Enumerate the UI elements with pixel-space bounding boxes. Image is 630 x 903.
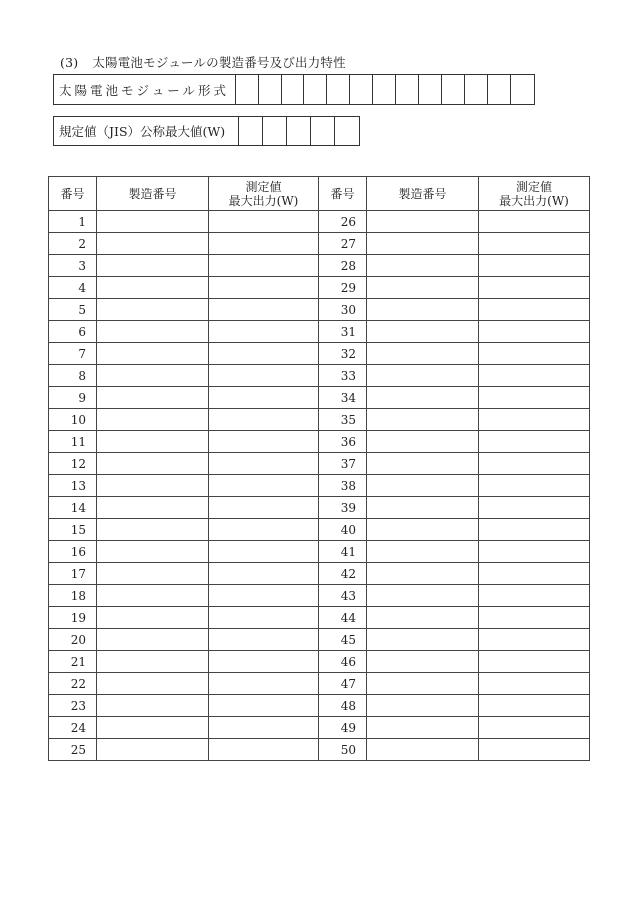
measured-output-cell[interactable] xyxy=(209,673,319,695)
measured-output-cell[interactable] xyxy=(479,431,590,453)
row-number-left: 19 xyxy=(49,607,97,629)
serial-cell[interactable] xyxy=(367,321,479,343)
measured-output-cell[interactable] xyxy=(209,299,319,321)
row-number-left: 1 xyxy=(49,211,97,233)
row-number-left: 7 xyxy=(49,343,97,365)
row-number-right: 37 xyxy=(319,453,367,475)
serial-cell[interactable] xyxy=(97,585,209,607)
header-measured-right xyxy=(479,177,590,211)
table-row xyxy=(49,519,590,541)
measured-output-cell[interactable] xyxy=(209,365,319,387)
table-row xyxy=(49,695,590,717)
serial-cell[interactable] xyxy=(367,717,479,739)
measured-output-cell[interactable] xyxy=(209,717,319,739)
measured-output-cell[interactable] xyxy=(209,695,319,717)
serial-cell[interactable] xyxy=(367,299,479,321)
serial-cell[interactable] xyxy=(367,739,479,761)
measured-output-cell[interactable] xyxy=(479,717,590,739)
row-number-left: 5 xyxy=(49,299,97,321)
row-number-right: 32 xyxy=(319,343,367,365)
module-type-box[interactable] xyxy=(350,75,373,104)
table-row xyxy=(49,277,590,299)
serial-cell[interactable] xyxy=(367,673,479,695)
serial-cell[interactable] xyxy=(97,673,209,695)
module-type-label: 太陽電池モジュール形式 xyxy=(54,75,236,104)
row-number-right: 28 xyxy=(319,255,367,277)
table-row xyxy=(49,717,590,739)
measured-output-cell[interactable] xyxy=(479,255,590,277)
row-number-right: 40 xyxy=(319,519,367,541)
row-number-right: 29 xyxy=(319,277,367,299)
header-measured-line2: 最大出力(W) xyxy=(499,193,569,208)
row-number-right: 38 xyxy=(319,475,367,497)
row-number-left: 9 xyxy=(49,387,97,409)
measured-output-cell[interactable] xyxy=(209,321,319,343)
module-type-box[interactable] xyxy=(282,75,305,104)
table-row xyxy=(49,299,590,321)
row-number-left: 16 xyxy=(49,541,97,563)
serial-cell[interactable] xyxy=(97,563,209,585)
measured-output-cell[interactable] xyxy=(209,409,319,431)
measured-output-cell[interactable] xyxy=(209,629,319,651)
table-row xyxy=(49,453,590,475)
rated-value-box[interactable] xyxy=(335,117,359,145)
row-number-left: 20 xyxy=(49,629,97,651)
measured-output-cell[interactable] xyxy=(479,629,590,651)
section-title: 太陽電池モジュールの製造番号及び出力特性 xyxy=(92,55,346,70)
serial-cell[interactable] xyxy=(367,211,479,233)
measured-output-cell[interactable] xyxy=(209,519,319,541)
serial-cell[interactable] xyxy=(367,695,479,717)
section-heading xyxy=(60,53,346,71)
serial-cell[interactable] xyxy=(97,343,209,365)
measured-output-cell[interactable] xyxy=(209,453,319,475)
serial-cell[interactable] xyxy=(97,695,209,717)
table-row xyxy=(49,365,590,387)
measured-output-cell[interactable] xyxy=(209,211,319,233)
measured-output-cell[interactable] xyxy=(209,277,319,299)
table-row xyxy=(49,497,590,519)
table-body xyxy=(49,211,590,761)
row-number-left: 12 xyxy=(49,453,97,475)
measured-output-cell[interactable] xyxy=(209,585,319,607)
serial-cell[interactable] xyxy=(97,607,209,629)
table-row xyxy=(49,629,590,651)
module-type-box[interactable] xyxy=(442,75,465,104)
serial-cell[interactable] xyxy=(97,717,209,739)
row-number-right: 48 xyxy=(319,695,367,717)
serial-cell[interactable] xyxy=(97,233,209,255)
row-number-right: 31 xyxy=(319,321,367,343)
measured-output-cell[interactable] xyxy=(479,519,590,541)
measured-output-cell[interactable] xyxy=(209,541,319,563)
row-number-right: 26 xyxy=(319,211,367,233)
measured-output-cell[interactable] xyxy=(479,541,590,563)
module-type-box[interactable] xyxy=(419,75,442,104)
row-number-right: 49 xyxy=(319,717,367,739)
row-number-right: 44 xyxy=(319,607,367,629)
serial-cell[interactable] xyxy=(97,453,209,475)
measured-output-cell[interactable] xyxy=(479,739,590,761)
measured-output-cell[interactable] xyxy=(479,563,590,585)
serial-cell[interactable] xyxy=(367,541,479,563)
row-number-right: 41 xyxy=(319,541,367,563)
serial-cell[interactable] xyxy=(97,409,209,431)
table-row xyxy=(49,651,590,673)
serial-cell[interactable] xyxy=(367,387,479,409)
serial-cell[interactable] xyxy=(367,453,479,475)
table-row xyxy=(49,387,590,409)
serial-cell[interactable] xyxy=(367,431,479,453)
rated-value-box[interactable] xyxy=(263,117,287,145)
row-number-left: 22 xyxy=(49,673,97,695)
module-type-box[interactable] xyxy=(236,75,259,104)
serial-cell[interactable] xyxy=(97,497,209,519)
row-number-right: 36 xyxy=(319,431,367,453)
rated-value-row xyxy=(53,116,360,146)
measured-output-cell[interactable] xyxy=(209,739,319,761)
serial-cell[interactable] xyxy=(97,387,209,409)
row-number-right: 50 xyxy=(319,739,367,761)
row-number-left: 15 xyxy=(49,519,97,541)
serial-cell[interactable] xyxy=(97,277,209,299)
table-row xyxy=(49,255,590,277)
table-row xyxy=(49,475,590,497)
serial-cell[interactable] xyxy=(97,651,209,673)
measured-output-cell[interactable] xyxy=(479,585,590,607)
module-type-row xyxy=(53,74,535,105)
section-number: (3) xyxy=(60,55,79,70)
row-number-left: 8 xyxy=(49,365,97,387)
table-row xyxy=(49,607,590,629)
header-measured-line1: 測定値 xyxy=(515,179,552,194)
table-row xyxy=(49,321,590,343)
measured-output-cell[interactable] xyxy=(479,651,590,673)
measured-output-cell[interactable] xyxy=(479,343,590,365)
header-measured-line2: 最大出力(W) xyxy=(228,193,299,208)
rated-value-box[interactable] xyxy=(311,117,335,145)
table-row xyxy=(49,673,590,695)
row-number-left: 3 xyxy=(49,255,97,277)
measured-output-cell[interactable] xyxy=(479,387,590,409)
table-row xyxy=(49,211,590,233)
row-number-left: 4 xyxy=(49,277,97,299)
rated-value-box[interactable] xyxy=(239,117,263,145)
measured-output-cell[interactable] xyxy=(209,497,319,519)
table-row xyxy=(49,431,590,453)
table-row xyxy=(49,233,590,255)
row-number-left: 13 xyxy=(49,475,97,497)
serial-cell[interactable] xyxy=(97,365,209,387)
table-row xyxy=(49,563,590,585)
measured-output-cell[interactable] xyxy=(209,387,319,409)
row-number-left: 10 xyxy=(49,409,97,431)
serial-cell[interactable] xyxy=(367,475,479,497)
row-number-right: 34 xyxy=(319,387,367,409)
serial-cell[interactable] xyxy=(97,321,209,343)
serial-cell[interactable] xyxy=(97,255,209,277)
table-row xyxy=(49,541,590,563)
module-type-box[interactable] xyxy=(465,75,488,104)
measured-output-cell[interactable] xyxy=(479,211,590,233)
serial-cell[interactable] xyxy=(367,343,479,365)
module-type-box[interactable] xyxy=(259,75,282,104)
module-type-box[interactable] xyxy=(511,75,534,104)
serial-cell[interactable] xyxy=(367,277,479,299)
serial-cell[interactable] xyxy=(367,563,479,585)
module-type-box[interactable] xyxy=(373,75,396,104)
serial-cell[interactable] xyxy=(367,629,479,651)
serial-cell[interactable] xyxy=(367,585,479,607)
module-type-box[interactable] xyxy=(327,75,350,104)
measured-output-cell[interactable] xyxy=(479,673,590,695)
measured-output-cell[interactable] xyxy=(479,299,590,321)
measured-output-cell[interactable] xyxy=(209,475,319,497)
module-type-box[interactable] xyxy=(304,75,327,104)
measured-output-cell[interactable] xyxy=(479,695,590,717)
measured-output-cell[interactable] xyxy=(209,255,319,277)
measured-output-cell[interactable] xyxy=(209,343,319,365)
row-number-left: 14 xyxy=(49,497,97,519)
measured-output-cell[interactable] xyxy=(479,233,590,255)
measured-output-cell[interactable] xyxy=(479,475,590,497)
serial-cell[interactable] xyxy=(367,255,479,277)
header-measured-left xyxy=(209,177,319,211)
table-row xyxy=(49,585,590,607)
serial-cell[interactable] xyxy=(367,233,479,255)
serial-cell[interactable] xyxy=(367,519,479,541)
table-row xyxy=(49,343,590,365)
serial-cell[interactable] xyxy=(97,299,209,321)
serial-cell[interactable] xyxy=(367,607,479,629)
measured-output-cell[interactable] xyxy=(479,365,590,387)
serial-cell[interactable] xyxy=(97,519,209,541)
serial-cell[interactable] xyxy=(367,365,479,387)
rated-value-label: 規定値（JIS）公称最大値(W) xyxy=(54,117,239,145)
measured-output-cell[interactable] xyxy=(479,409,590,431)
row-number-right: 30 xyxy=(319,299,367,321)
measured-output-cell[interactable] xyxy=(209,233,319,255)
table-row xyxy=(49,409,590,431)
measured-output-cell[interactable] xyxy=(479,453,590,475)
row-number-right: 43 xyxy=(319,585,367,607)
row-number-left: 21 xyxy=(49,651,97,673)
row-number-right: 33 xyxy=(319,365,367,387)
row-number-right: 42 xyxy=(319,563,367,585)
row-number-left: 17 xyxy=(49,563,97,585)
header-number-left: 番号 xyxy=(49,177,97,211)
serial-cell[interactable] xyxy=(367,409,479,431)
serial-cell[interactable] xyxy=(97,739,209,761)
serial-cell[interactable] xyxy=(97,629,209,651)
row-number-right: 45 xyxy=(319,629,367,651)
row-number-right: 46 xyxy=(319,651,367,673)
row-number-right: 35 xyxy=(319,409,367,431)
row-number-left: 2 xyxy=(49,233,97,255)
measured-output-cell[interactable] xyxy=(209,651,319,673)
measured-output-cell[interactable] xyxy=(209,563,319,585)
measured-output-cell[interactable] xyxy=(479,277,590,299)
row-number-left: 18 xyxy=(49,585,97,607)
serial-cell[interactable] xyxy=(97,541,209,563)
serial-cell[interactable] xyxy=(367,497,479,519)
measured-output-cell[interactable] xyxy=(479,497,590,519)
serial-cell[interactable] xyxy=(367,651,479,673)
module-type-box[interactable] xyxy=(396,75,419,104)
module-type-box[interactable] xyxy=(488,75,511,104)
measured-output-cell[interactable] xyxy=(479,607,590,629)
header-serial-right: 製造番号 xyxy=(367,177,479,211)
measured-output-cell[interactable] xyxy=(209,607,319,629)
serial-cell[interactable] xyxy=(97,211,209,233)
header-number-right: 番号 xyxy=(319,177,367,211)
row-number-left: 25 xyxy=(49,739,97,761)
row-number-right: 39 xyxy=(319,497,367,519)
serial-output-table xyxy=(48,176,590,761)
row-number-left: 11 xyxy=(49,431,97,453)
header-measured-line1: 測定値 xyxy=(245,179,282,194)
table-row xyxy=(49,739,590,761)
rated-value-box[interactable] xyxy=(287,117,311,145)
row-number-left: 24 xyxy=(49,717,97,739)
serial-cell[interactable] xyxy=(97,475,209,497)
header-serial-left: 製造番号 xyxy=(97,177,209,211)
row-number-right: 47 xyxy=(319,673,367,695)
row-number-right: 27 xyxy=(319,233,367,255)
table-header-row xyxy=(49,177,590,211)
serial-cell[interactable] xyxy=(97,431,209,453)
row-number-left: 6 xyxy=(49,321,97,343)
measured-output-cell[interactable] xyxy=(479,321,590,343)
row-number-left: 23 xyxy=(49,695,97,717)
measured-output-cell[interactable] xyxy=(209,431,319,453)
